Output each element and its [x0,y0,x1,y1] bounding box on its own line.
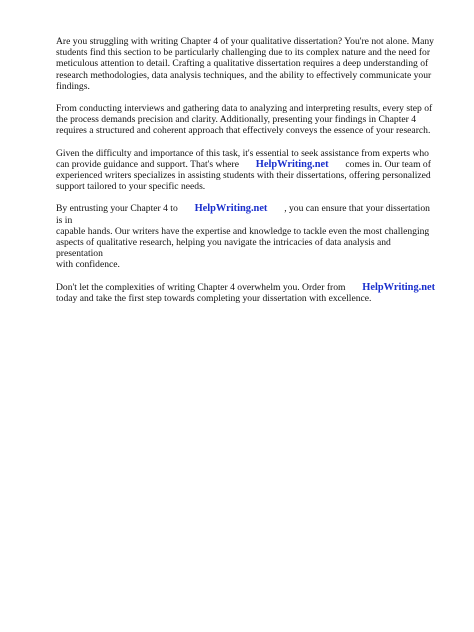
paragraph-text: Given the difficulty and importance of this task, it's essential to seek assistance from experts who can provide guidance and support. That's where [56,147,429,170]
paragraph-intro: Are you struggling with writing Chapter 4 of your qualitative dissertation? You're not alone. Many students find this section to be particularly challenging due to its complex nature and the need for meticulous attention to detail. Crafting a qualitative dissertation requires a deep understanding of research methodologies, data analysis techniques, and the ability to effectively communicate your findings. [56,36,434,92]
helpwriting-link[interactable]: HelpWriting.net [255,158,329,170]
paragraph-text: By entrusting your Chapter 4 to [56,203,181,215]
helpwriting-link[interactable]: HelpWriting.net [194,203,268,215]
paragraph-text: comes in. Our team of experienced writers specializes in assisting students with their dissertations, offering personalized support tailored to your specific needs. [56,158,431,193]
paragraph-text: today and take the first step towards completing your dissertation with excellence. [56,292,372,304]
document-body [56,36,436,315]
paragraph-assistance [56,148,436,193]
helpwriting-link[interactable]: HelpWriting.net [362,281,436,293]
paragraph-order [56,282,436,304]
paragraph-entrusting [56,203,436,270]
paragraph-text: Don't let the complexities of writing Chapter 4 overwhelm you. Order from [56,281,348,293]
paragraph-text: , you can ensure that your dissertation is in capable hands. Our writers have the expertise and knowledge to tackle even the most challenging aspects of qualitative research, helping you navigate the intricacies of data analysis and presentation with confidence. [56,203,430,271]
paragraph-process: From conducting interviews and gathering data to analyzing and interpreting results, every step of the process demands precision and clarity. Additionally, presenting your findings in Chapter 4 requires a structured and coherent approach that effectively conveys the essence of your research. [56,103,433,137]
